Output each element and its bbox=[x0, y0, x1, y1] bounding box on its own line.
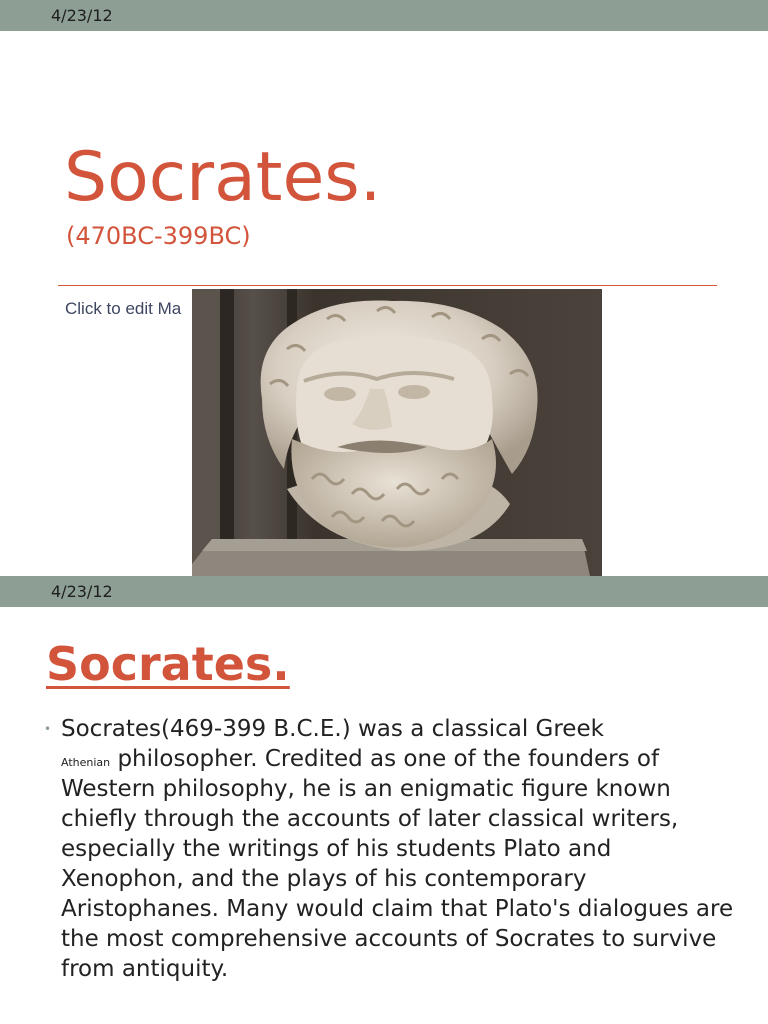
slide-subtitle[interactable]: (470BC-399BC) bbox=[66, 222, 251, 250]
bullet-text-part2: philosopher. Credited as one of the founders of Western philosophy, he is an enigmatic figure known chiefly through the accounts of later classical writers, especially the writings of his students Plato and Xenophon, and the plays of his contemporary Aristophanes. Many would claim that Plato's dialogues are the most comprehensive accounts of Socrates to survive from antiquity. bbox=[61, 746, 734, 982]
slide-title[interactable]: Socrates. bbox=[46, 637, 290, 691]
bullet-marker: • bbox=[44, 722, 52, 736]
bullet-list[interactable] bbox=[44, 714, 734, 984]
slide-date: 4/23/12 bbox=[0, 576, 768, 607]
title-divider bbox=[58, 285, 717, 286]
content-placeholder[interactable]: Click to edit Ma bbox=[65, 299, 182, 318]
slide-title[interactable]: Socrates. bbox=[64, 138, 382, 217]
bullet-item bbox=[61, 714, 734, 984]
bullet-text-small: Athenian bbox=[61, 756, 111, 769]
socrates-bust-image[interactable] bbox=[192, 289, 602, 576]
slide-date: 4/23/12 bbox=[0, 0, 768, 31]
bullet-text-part1: Socrates(469-399 B.C.E.) was a classical Greek bbox=[61, 716, 604, 742]
slide-2 bbox=[0, 576, 768, 1024]
